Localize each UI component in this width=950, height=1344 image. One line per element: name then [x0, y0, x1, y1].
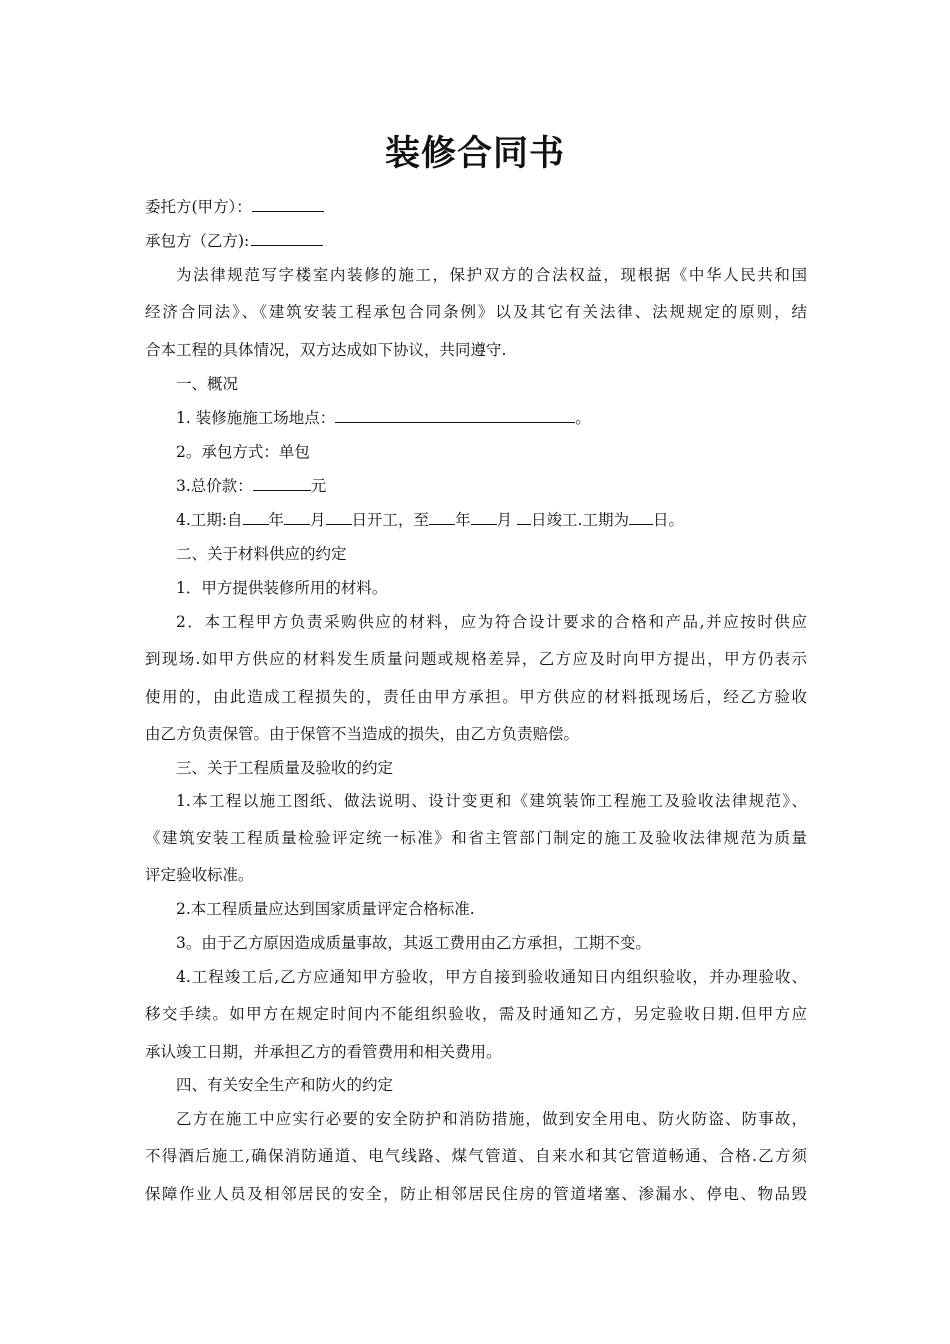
price-label: 3.总价款： — [176, 477, 253, 495]
method-line: 2。承包方式：单包 — [176, 443, 310, 461]
price-unit: 元 — [310, 477, 327, 495]
period-text: 年 — [455, 511, 471, 529]
period-line — [176, 509, 684, 531]
paragraph-line: 由乙方负责保管。由于保管不当造成的损失，由乙方负责赔偿。 — [145, 725, 580, 743]
paragraph-line: 使用的，由此造成工程损失的，责任由甲方承担。甲方供应的材料抵现场后，经乙方验收 — [145, 688, 807, 706]
period-text: 日竣工.工期为 — [531, 511, 629, 529]
period-text: 4.工期:自 — [176, 511, 243, 529]
party-a-label: 委托方(甲方）： — [145, 198, 252, 216]
period-text: 日。 — [652, 511, 684, 529]
paragraph-line: 不得酒后施工,确保消防通道、电气线路、煤气管道、自来水和其它管道畅通、合格.乙方须 — [145, 1147, 807, 1165]
intro-line: 为法律规范写字楼室内装修的施工，保护双方的合法权益，现根据《中华人民共和国 — [176, 266, 807, 284]
price-blank[interactable] — [253, 475, 311, 491]
paragraph-line: 1．甲方提供装修所用的材料。 — [176, 579, 388, 597]
paragraph-line: 《建筑安装工程质量检验评定统一标准》和省主管部门制定的施工及验收法律规范为质量 — [145, 829, 807, 847]
paragraph-line: 评定验收标准。 — [145, 866, 254, 884]
paragraph-line: 移交手续。如甲方在规定时间内不能组织验收，需及时通知乙方，另定验收日期.但甲方应 — [145, 1005, 807, 1023]
period-blank[interactable] — [471, 509, 497, 525]
party-b-line — [145, 230, 323, 252]
period-blank[interactable] — [429, 509, 455, 525]
section-heading: 四、有关安全生产和防火的约定 — [176, 1076, 394, 1094]
paragraph-line: 4.工程竣工后,乙方应通知甲方验收，甲方自接到验收通知日内组织验收，并办理验收、 — [176, 968, 807, 986]
site-end: 。 — [575, 409, 591, 427]
period-text: 月 — [310, 511, 326, 529]
paragraph-line: 到现场.如甲方供应的材料发生质量问题或规格差异，乙方应及时向甲方提出，甲方仍表示 — [145, 650, 807, 668]
period-blank[interactable] — [629, 509, 653, 525]
period-blank[interactable] — [243, 509, 269, 525]
period-blank[interactable] — [517, 509, 531, 525]
paragraph-line: 保障作业人员及相邻居民的安全，防止相邻居民住房的管道堵塞、渗漏水、停电、物品毁 — [145, 1185, 807, 1203]
period-text: 年 — [268, 511, 285, 529]
paragraph-line: 乙方在施工中应实行必要的安全防护和消防措施，做到安全用电、防火防盗、防事故， — [176, 1110, 807, 1128]
section-heading: 三、关于工程质量及验收的约定 — [176, 759, 394, 777]
site-line — [176, 407, 591, 429]
paragraph-line: 承认竣工日期，并承担乙方的看管费用和相关费用。 — [145, 1043, 502, 1061]
period-text: 日开工，至 — [351, 511, 430, 529]
paragraph-line: 2．本工程甲方负责采购供应的材料，应为符合设计要求的合格和产品,并应按时供应 — [176, 613, 807, 631]
section-heading: 二、关于材料供应的约定 — [176, 545, 347, 563]
party-b-blank[interactable] — [251, 230, 323, 246]
site-label: 1. 装修施施工场地点： — [176, 409, 336, 427]
party-a-blank[interactable] — [252, 196, 324, 212]
party-b-label: 承包方（乙方): — [145, 232, 250, 250]
section-heading: 一、概况 — [176, 375, 239, 393]
intro-line: 经济合同法》、《建筑安装工程承包合同条例》以及其它有关法律、法规规定的原则，结 — [145, 303, 807, 321]
paragraph-line: 2.本工程质量应达到国家质量评定合格标准. — [176, 900, 475, 918]
price-line — [176, 475, 326, 497]
paragraph-line: 1.本工程以施工图纸、做法说明、设计变更和《建筑装饰工程施工及验收法律规范》、 — [176, 792, 807, 810]
page-title: 装修合同书 — [384, 134, 565, 174]
site-blank[interactable] — [335, 407, 575, 423]
period-blank[interactable] — [326, 509, 352, 525]
intro-line: 合本工程的具体情况，双方达成如下协议，共同遵守. — [145, 341, 507, 359]
paragraph-line: 3。由于乙方原因造成质量事故，其返工费用由乙方承担，工期不变。 — [176, 934, 651, 952]
party-a-line — [145, 196, 324, 218]
period-text: 月 — [496, 511, 518, 529]
period-blank[interactable] — [284, 509, 310, 525]
